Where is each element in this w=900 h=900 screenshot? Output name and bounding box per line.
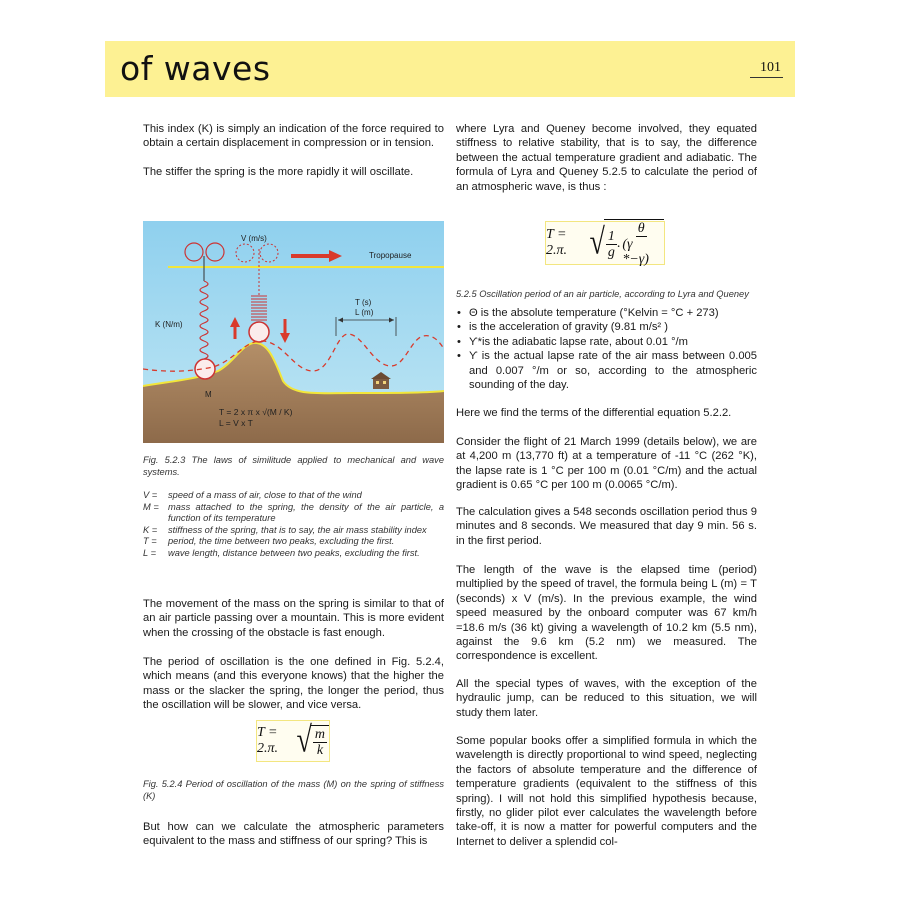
formula-caption-5-2-5: 5.2.5 Oscillation period of an air particle, according to Lyra and Queney [456, 289, 749, 299]
house-window-2 [383, 381, 386, 384]
left-paragraph-1: This index (K) is simply an indication of the force required to obtain a certain displacement in compression or in tension. [143, 123, 444, 150]
wavelength-label: L (m) [355, 308, 374, 317]
page-header [105, 41, 795, 97]
variable-theta: • Θ is the absolute temperature (°Kelvin = °C + 273) [456, 306, 757, 320]
right-paragraph-3: Consider the flight of 21 March 1999 (details below), we are at 4,200 m (13,770 ft) at a temperature of -11 °C (262 °K), the lapse rate is 1 °C per 100 m (0.01 °C/m) and the actual gradient is 0.65 °C per 100 m (0.0065 °C/m). [456, 436, 757, 492]
figure-caption-5-2-3: Fig. 5.2.3 The laws of similitude applied to mechanical and wave systems. [143, 455, 444, 477]
house-window-1 [376, 381, 379, 384]
right-paragraph-5: The length of the wave is the elapsed time (period) multiplied by the speed of travel, the formula being L (m) = T (seconds) x V (m/s). In the previous example, the wind speed measured by the onboard computer was 67 km/h =18.6 m/s (36 kt) giving a wavelength of 10.2 km (5.5 nm), against the 9.6 km (5.2 nm) we measured. The correspondence is excellent. [456, 564, 757, 663]
variable-list [456, 306, 757, 392]
chapter-title: of waves [120, 49, 271, 88]
legend-row-k: K = stiffness of the spring, that is to say, the air mass stability index [143, 524, 427, 535]
variable-gravity: • is the acceleration of gravity (9.81 m/s² ) [456, 320, 757, 334]
right-paragraph-6: All the special types of waves, with the exception of the hydraulic jump, can be reduced to this situation, we will study them later. [456, 678, 757, 719]
left-paragraph-3: The movement of the mass on the spring is similar to that of an air particle passing over a mountain. This is more evident when the crossing of the obstacle is fast enough. [143, 598, 444, 639]
mass-label: M [205, 390, 212, 399]
legend-row-l: L = wave length, distance between two peaks, excluding the first. [143, 547, 420, 558]
velocity-label: V (m/s) [241, 234, 267, 243]
right-paragraph-2: Here we find the terms of the differential equation 5.2.2. [456, 407, 732, 419]
legend-row-m: M = mass attached to the spring, the density of the air particle, a function of its temperature [143, 501, 444, 524]
similitude-diagram [143, 221, 444, 443]
legend-row-t: T = period, the time between two peaks, excluding the first. [143, 536, 395, 547]
formula-spring-period: T = 2.π. √ $\frac{m}{k}$ [256, 720, 330, 762]
variable-actual-lapse: • ϒ is the actual lapse rate of the air mass between 0.005 and 0.007 °/m or so, according to the atmospheric sounding of the day. [456, 349, 757, 392]
figure-legend [143, 490, 444, 560]
legend-row-v: V = speed of a mass of air, close to that of the wind [143, 490, 362, 500]
period-label: T (s) [355, 298, 372, 307]
right-paragraph-4: The calculation gives a 548 seconds oscillation period thus 9 minutes and 8 seconds. We measured that day 9 min. 56 s. in the first period. [456, 506, 757, 547]
left-paragraph-5: But how can we calculate the atmospheric parameters equivalent to the mass and stiffness of our spring? This is [143, 821, 444, 848]
right-paragraph-1: where Lyra and Queney become involved, they equated stiffness to relative stability, that is to say, the difference between the actual temperature gradient and adiabatic. The formula of Lyra and Queney 5.2.5 to calculate the period of an atmospheric wave, is thus : [456, 123, 757, 193]
left-paragraph-4: The period of oscillation is the one defined in Fig. 5.2.4, which means (and this everyone knows) that the higher the mass or the slacker the spring, the longer the period, thus the oscillation will be slower, and vice versa. [143, 656, 444, 712]
variable-adiabatic: • ϒ*is the adiabatic lapse rate, about 0.01 °/m [456, 335, 757, 349]
page-number: 101 [750, 60, 783, 78]
right-paragraph-7: Some popular books offer a simplified formula in which the wavelength is directly proportional to wind speed, neglecting the factors of absolute temperature and the difference of temperature gradients (equivalent to the stiffness of this spring). I will not hold this simplified hypothesis because, firstly, no glider pilot ever calculates the wavelength before take-off, it is now a matter for powerful computers and the Internet to deliver a splendid col- [456, 735, 757, 848]
tropopause-label: Tropopause [369, 251, 412, 260]
diagram-formula-2: L = V x T [219, 418, 253, 428]
formula-lyra-queney: T = 2.π. √ $\frac{1}{g}$ . $\frac{\theta}{(\gamma *-\gamma)}$ [545, 221, 665, 265]
mass-top-of-mountain [249, 322, 269, 342]
house-body [373, 379, 389, 389]
diagram-formula-1: T = 2 x π x √(M / K) [219, 407, 293, 417]
left-paragraph-2: The stiffer the spring is the more rapidly it will oscillate. [143, 166, 414, 178]
figure-caption-5-2-4: Fig. 5.2.4 Period of oscillation of the mass (M) on the spring of stiffness (K) [143, 779, 444, 801]
stiffness-label: K (N/m) [155, 320, 183, 329]
